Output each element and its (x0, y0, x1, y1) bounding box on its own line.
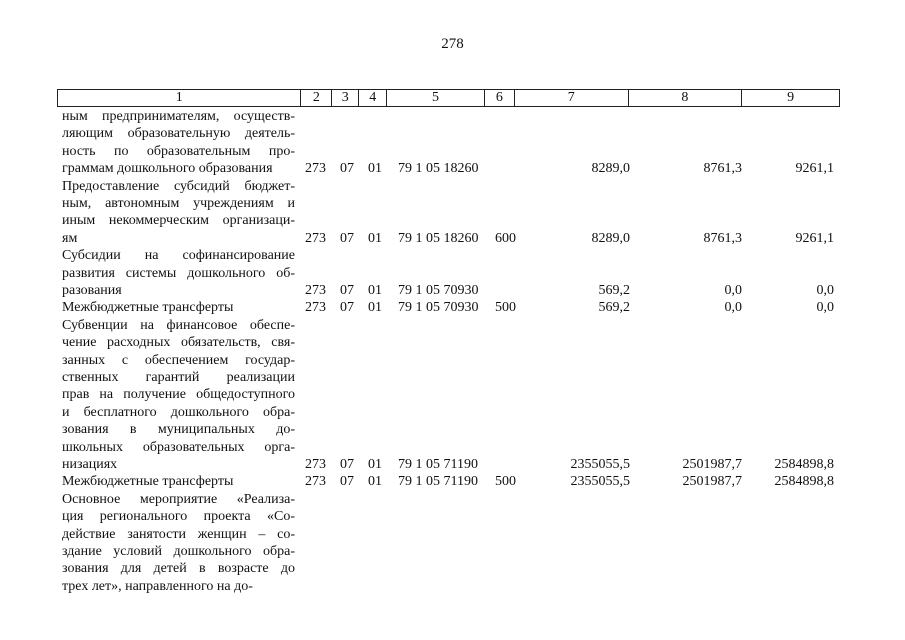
description-line: чение расходных обязательств, свя- (62, 335, 295, 351)
cell-c9: 0,0 (816, 282, 834, 298)
description-line: ным предпринимателям, осуществ- (62, 109, 295, 124)
header-col-2: 2 (301, 90, 332, 106)
page-number: 278 (441, 36, 464, 52)
cell-c2: 273 (305, 456, 326, 472)
description-line: ция регионального проекта «Со- (62, 509, 295, 525)
row-description (62, 317, 295, 474)
cell-c7: 569,2 (598, 282, 630, 298)
cell-c5: 79 1 05 71190 (398, 456, 478, 472)
cell-c5: 79 1 05 70930 (398, 300, 479, 316)
row-description (62, 299, 295, 316)
cell-c3: 07 (340, 282, 354, 298)
row-description (62, 178, 295, 248)
cell-c3: 07 (340, 456, 354, 472)
header-col-5: 5 (387, 90, 485, 106)
cell-c7: 8289,0 (591, 161, 630, 177)
cell-c9: 2584898,8 (774, 474, 834, 490)
row-description (62, 108, 295, 178)
cell-c4: 01 (368, 282, 382, 298)
cell-c8: 8761,3 (703, 161, 742, 177)
description-line: низациях (62, 457, 118, 473)
row-description (62, 473, 295, 490)
header-col-6: 6 (485, 90, 515, 106)
cell-c2: 273 (305, 474, 326, 490)
description-line: ям (62, 230, 78, 246)
description-line: развития системы дошкольного об- (62, 265, 295, 281)
description-line: Субсидии на софинансирование (62, 248, 295, 264)
cell-c8: 8761,3 (703, 230, 742, 246)
cell-c6: 600 (495, 230, 516, 246)
header-col-9: 9 (787, 90, 795, 105)
header-col-3: 3 (332, 90, 359, 106)
header-col-8: 8 (629, 90, 743, 106)
cell-c8: 0,0 (724, 300, 742, 316)
description-line: ность по образовательным про- (62, 143, 295, 159)
cell-c3: 07 (340, 474, 354, 490)
cell-c8: 0,0 (724, 282, 742, 298)
description-line: трех лет», направленного на до- (62, 578, 253, 594)
cell-c7: 2355055,5 (570, 456, 630, 472)
description-line: зования для детей в возрасте до (62, 561, 295, 577)
description-line: Межбюджетные трансферты (62, 474, 234, 490)
cell-c9: 2584898,8 (774, 456, 834, 472)
description-line: здание условий дошкольного обра- (62, 544, 295, 560)
cell-c9: 9261,1 (795, 161, 834, 177)
cell-c8: 2501987,7 (682, 456, 742, 472)
cell-c2: 273 (305, 300, 326, 316)
description-line: зования в муниципальных до- (62, 422, 295, 438)
description-line: действие занятости женщин – со- (62, 526, 295, 542)
description-line: граммам дошкольного образования (62, 161, 273, 177)
cell-c9: 0,0 (816, 300, 834, 316)
cell-c2: 273 (305, 161, 326, 177)
cell-c3: 07 (340, 161, 354, 177)
cell-c3: 07 (340, 300, 354, 316)
header-col-7: 7 (515, 90, 629, 106)
cell-c9: 9261,1 (795, 230, 834, 246)
cell-c2: 273 (305, 230, 326, 246)
cell-c3: 07 (340, 230, 354, 246)
cell-c6: 500 (495, 300, 516, 316)
cell-c4: 01 (368, 230, 382, 246)
description-line: Межбюджетные трансферты (62, 300, 234, 316)
description-line: прав на получение общедоступного (62, 387, 295, 403)
cell-c6: 500 (495, 474, 516, 490)
cell-c4: 01 (368, 474, 382, 490)
description-line: Субвенции на финансовое обеспе- (62, 317, 295, 333)
cell-c4: 01 (368, 161, 382, 177)
header-col-1: 1 (58, 90, 301, 106)
cell-c8: 2501987,7 (682, 474, 742, 490)
description-line: ным, автономным учреждениям и (62, 196, 295, 211)
cell-c7: 569,2 (598, 300, 630, 316)
cell-c2: 273 (305, 282, 326, 298)
description-line: Основное мероприятие «Реализа- (62, 491, 295, 507)
cell-c7: 2355055,5 (570, 474, 630, 490)
cell-c5: 79 1 05 70930 (398, 282, 479, 298)
description-line: и бесплатного дошкольного обра- (62, 404, 295, 420)
cell-c5: 79 1 05 18260 (398, 230, 479, 246)
table-header-row (57, 89, 840, 107)
description-line: школьных образовательных орга- (62, 439, 295, 455)
description-line: Предоставление субсидий бюджет- (62, 178, 295, 194)
cell-c7: 8289,0 (591, 230, 630, 246)
cell-c5: 79 1 05 71190 (398, 474, 478, 490)
cell-c4: 01 (368, 456, 382, 472)
description-line: разования (62, 283, 122, 298)
row-description (62, 491, 295, 595)
header-col-4: 4 (359, 90, 387, 106)
cell-c5: 79 1 05 18260 (398, 161, 479, 177)
description-line: ственных гарантий реализации (62, 370, 295, 386)
row-description (62, 247, 295, 299)
cell-c4: 01 (368, 300, 382, 316)
description-line: занных с обеспечением государ- (62, 352, 295, 368)
description-line: иным некоммерческим организаци- (62, 213, 295, 229)
description-line: ляющим образовательную деятель- (62, 126, 295, 142)
